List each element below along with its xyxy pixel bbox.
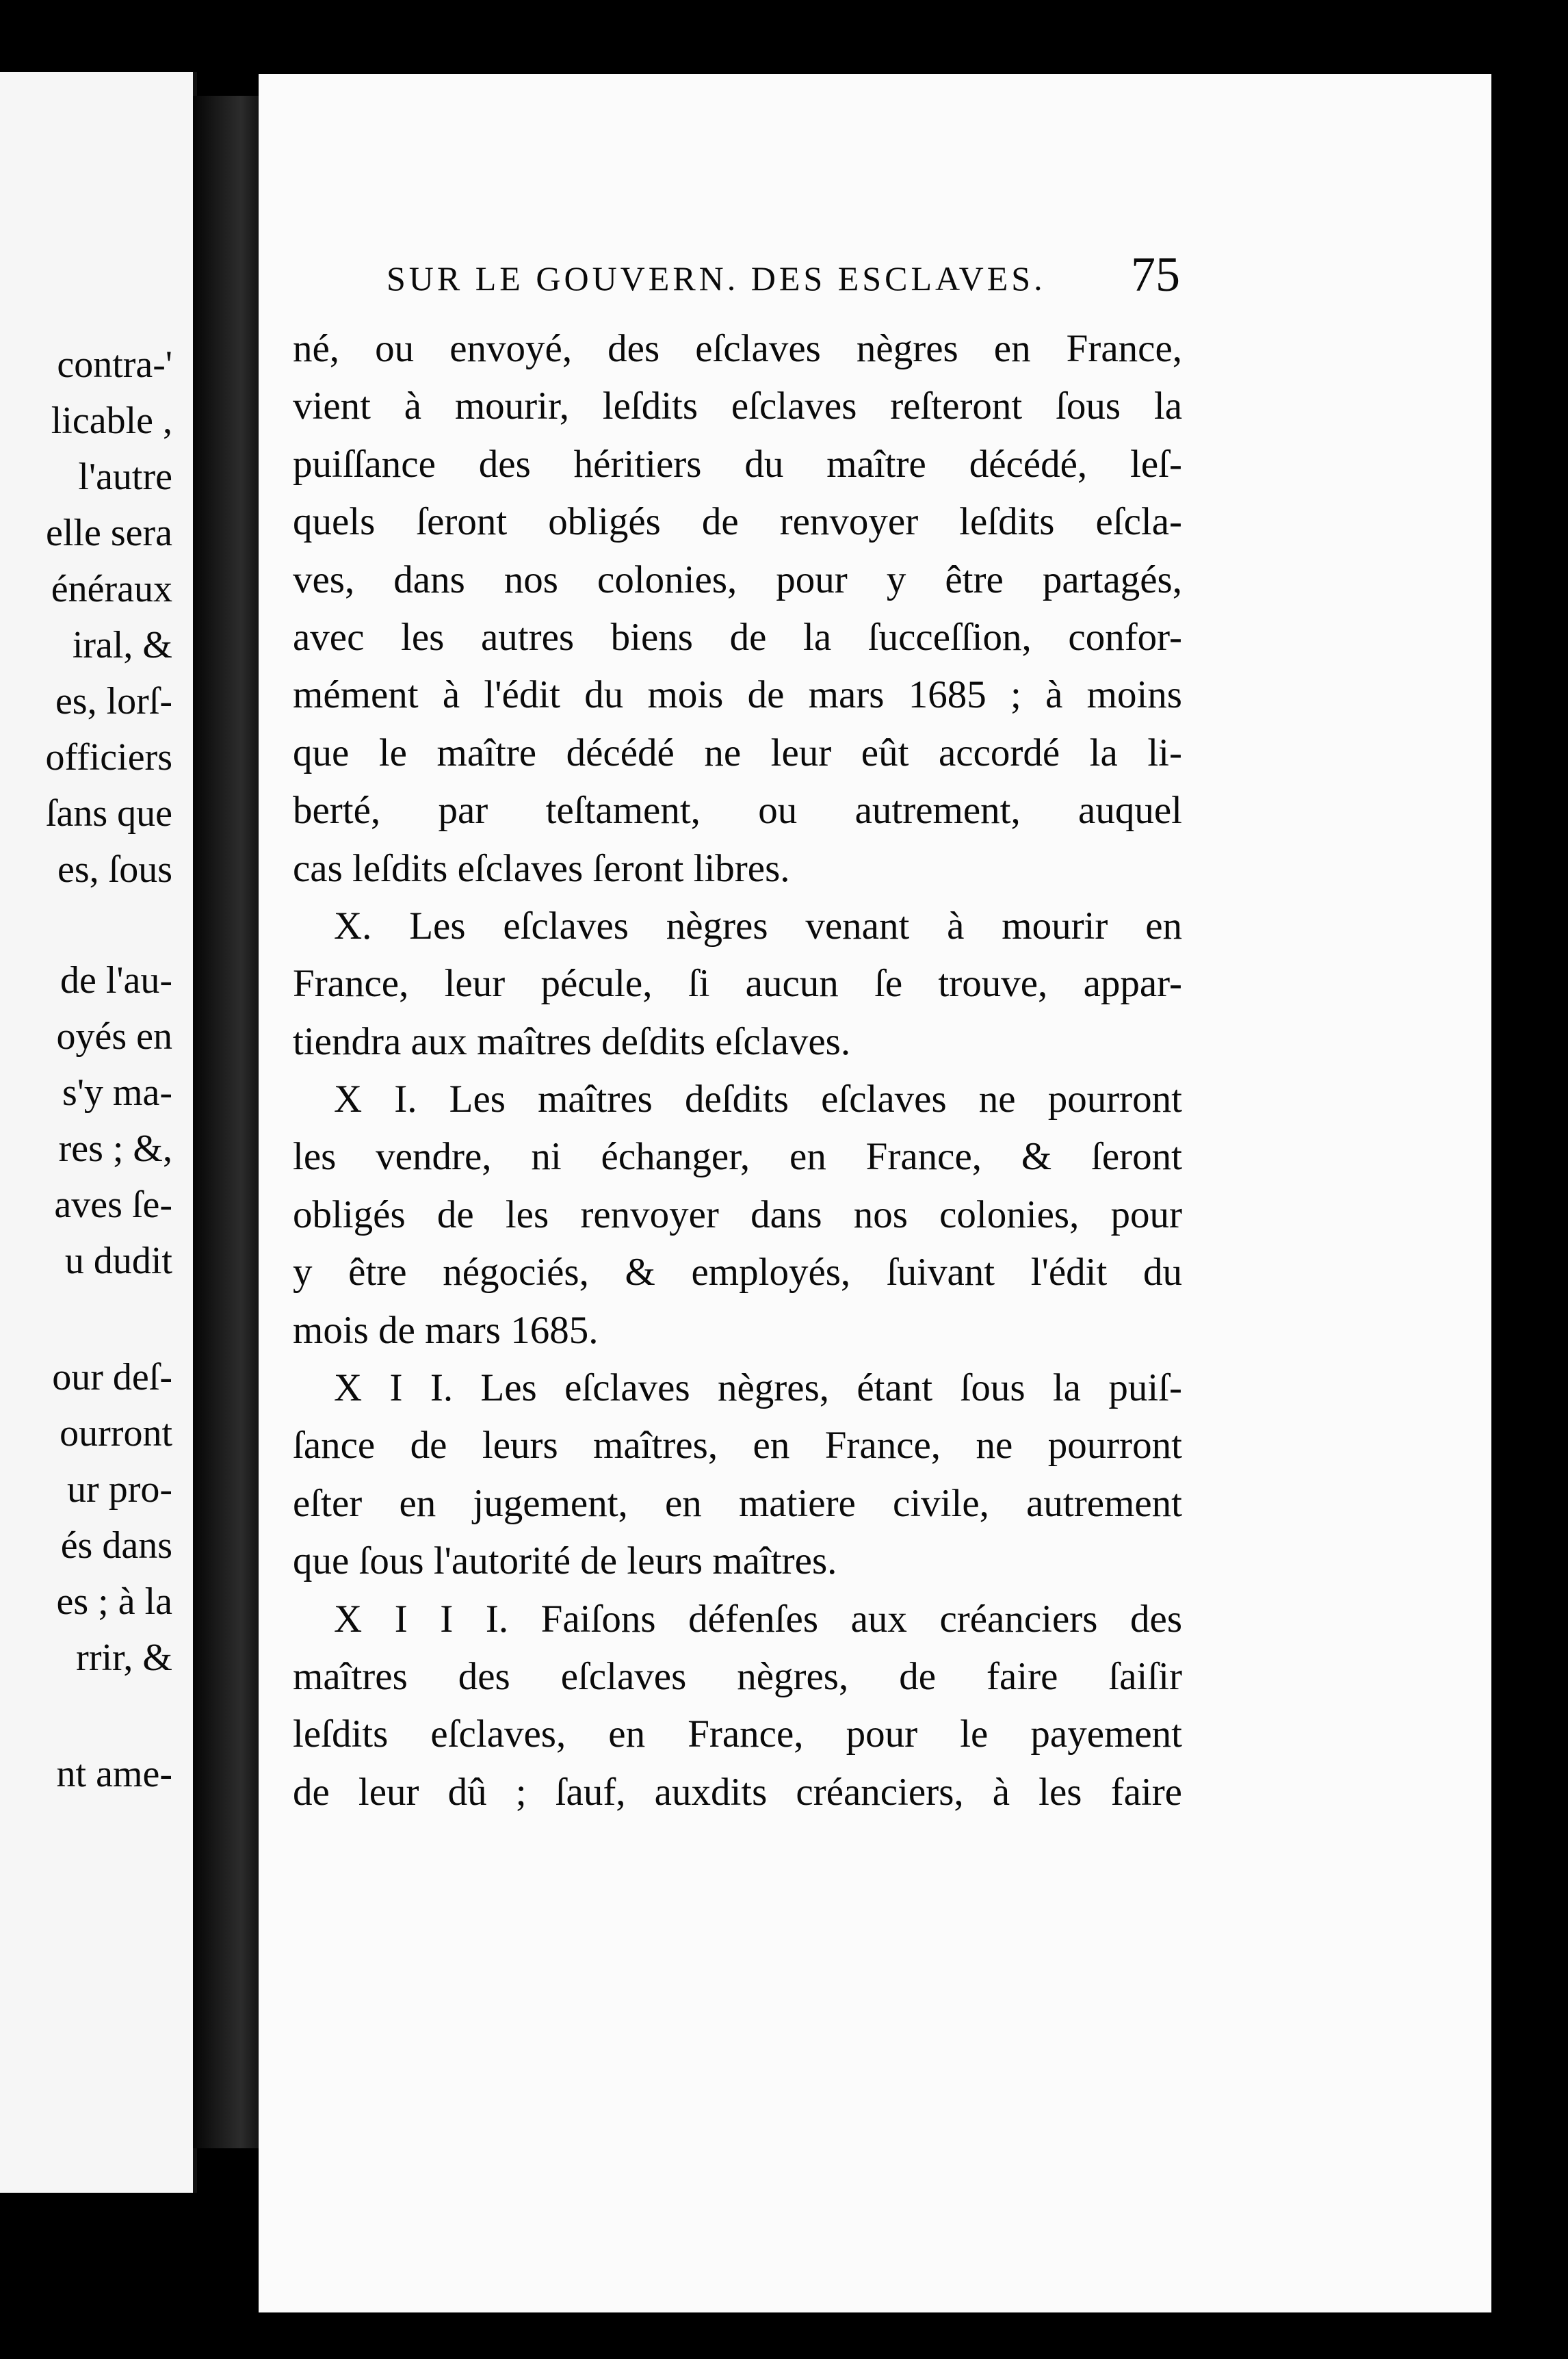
article-xiii-start: X I I I. Faiſons défenſes aux créanciers des [334, 1597, 1182, 1641]
text-line: ves, dans nos colonies, pour y être partagés, [293, 558, 1182, 601]
left-line: nt ame- [56, 1753, 172, 1795]
left-line: aves ſe- [54, 1184, 172, 1226]
text-line: vient à mourir, leſdits eſclaves reſteront ſous la [293, 385, 1182, 428]
left-line: licable , [51, 400, 172, 442]
left-line: ourront [60, 1412, 172, 1455]
body-text [293, 320, 1182, 1821]
text-line: eſter en jugement, en matiere civile, autrement [293, 1481, 1182, 1525]
text-line: ſance de leurs maîtres, en France, ne pourront [293, 1424, 1182, 1468]
left-line: iral, & [72, 624, 172, 666]
left-line: s'y ma- [62, 1071, 172, 1114]
article-xi-start: X I. Les maîtres deſdits eſclaves ne pourront [334, 1078, 1182, 1121]
left-line: és dans [60, 1524, 172, 1567]
left-line: u dudit [64, 1240, 172, 1282]
text-line: cas leſdits eſclaves ſeront libres. [293, 846, 790, 890]
running-head-title: SUR LE GOUVERN. DES ESCLAVES. [387, 259, 1046, 298]
text-line: né, ou envoyé, des eſclaves nègres en France, [293, 327, 1182, 370]
left-line: oyés en [56, 1015, 172, 1058]
left-line: officiers [45, 736, 172, 779]
text-line: que le maître décédé ne leur eût accordé la li- [293, 731, 1182, 774]
text-line: berté, par teſtament, ou autrement, auquel [293, 789, 1182, 833]
text-line: mois de mars 1685. [293, 1308, 599, 1352]
text-line: avec les autres biens de la ſucceſſion, confor- [293, 615, 1182, 659]
text-line: que ſous l'autorité de leurs maîtres. [293, 1539, 837, 1583]
left-line: es, lorſ- [55, 680, 172, 722]
left-line: ur pro- [67, 1468, 172, 1511]
text-line: puiſſance des héritiers du maître décédé, leſ- [293, 442, 1182, 486]
left-line: rrir, & [76, 1637, 172, 1679]
left-line: elle sera [46, 512, 172, 554]
text-line: quels ſeront obligés de renvoyer leſdits eſcla- [293, 500, 1182, 544]
text-line: mément à l'édit du mois de mars 1685 ; à moins [293, 673, 1182, 717]
left-line: ſans que [45, 792, 172, 835]
left-line: de l'au- [60, 959, 172, 1002]
left-line: contra-' [57, 343, 172, 386]
book-gutter [193, 96, 261, 2148]
text-line: maîtres des eſclaves nègres, de faire ſaiſir [293, 1654, 1182, 1698]
article-x-start: X. Les eſclaves nègres venant à mourir en [334, 904, 1182, 948]
text-line: les vendre, ni échanger, en France, & ſeront [293, 1135, 1182, 1179]
left-line: res ; &, [58, 1128, 172, 1170]
text-line: de leur dû ; ſauf, auxdits créanciers, à les faire [293, 1770, 1182, 1814]
article-xii-start: X I I. Les eſclaves nègres, étant ſous la puiſ- [334, 1366, 1182, 1410]
left-line: es, ſous [57, 848, 172, 891]
left-page-fragment [0, 72, 197, 2193]
page-number: 75 [1131, 247, 1180, 302]
left-line: énéraux [51, 568, 172, 610]
text-line: obligés de les renvoyer dans nos colonies, pour [293, 1192, 1182, 1236]
text-line: leſdits eſclaves, en France, pour le payement [293, 1712, 1182, 1756]
text-line: tiendra aux maîtres deſdits eſclaves. [293, 1019, 851, 1063]
text-line: France, leur pécule, ſi aucun ſe trouve, appar- [293, 962, 1182, 1006]
running-head [387, 246, 1180, 308]
left-line: es ; à la [56, 1580, 172, 1623]
text-line: y être négociés, & employés, ſuivant l'édit du [293, 1251, 1182, 1294]
left-line: l'autre [78, 456, 172, 498]
left-line: our deſ- [52, 1356, 172, 1398]
